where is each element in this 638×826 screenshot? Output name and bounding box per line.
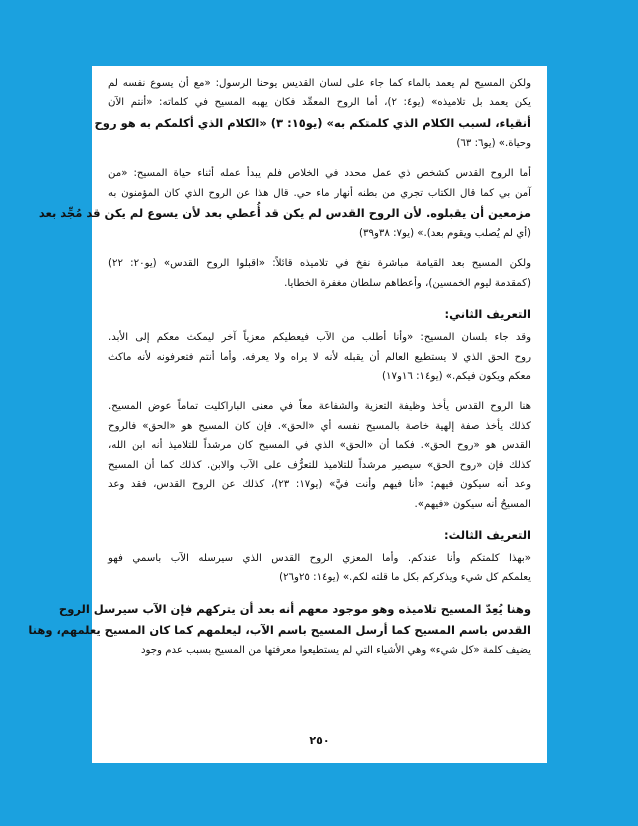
paragraph [108, 328, 531, 386]
book-page [28, 66, 547, 763]
text-line: وهنا يُعِدّ المسيح تلاميذه وهو موجود معهم أنه بعد أن يتركهم فإن الآب سيرسل الروح [58, 601, 531, 616]
text-line: (كمقدمة ليوم الخمسين)، وأعطاهم سلطان مغفرة الخطايا. [284, 277, 531, 289]
paragraph [38, 164, 531, 243]
text-line: ولكن المسيح لم يعمد بالماء كما جاء على لسان القديس يوحنا الرسول: «مع أن يسوع نفسه لم [108, 78, 531, 89]
text-line: وحياة.» (يو٦: ٦٣) [456, 137, 531, 149]
text-line: هنا الروح القدس يأخذ وظيفة التعزية والشفاعة معاً في معنى الباراكليت تماماً عوض المسيح. [108, 401, 531, 413]
paragraph [108, 397, 531, 513]
text-line: آمن بي كما قال الكتاب تجري من بطنه أنهار ماء حي. قال هذا عن الروح الذي كان المؤمنون به [108, 187, 531, 199]
paragraph [28, 599, 531, 660]
text-line: أما الروح القدس كشخص ذي عمل محدد في الخلاص فلم يبدأ عمله أثناء حياة المسيح: «من [108, 168, 531, 180]
text-line: القدس باسم المسيح كما أرسل المسيح باسم الآب، ليعلمهم كما كان المسيح يعلمهم، وهنا [28, 622, 531, 637]
text-line: كذلك يأخذ صفة إلهية خاصة بالمسيح نفسه أي «الحق». فإن كان المسيح هو «الحق» فالروح [108, 420, 531, 432]
text-line: معكم ويكون فيكم.» (يو١٤: ١٦و١٧) [382, 371, 531, 383]
text-line: يكن يعمد بل تلاميذه» (يو٤: ٢)، أما الروح المعمِّد فكان يهبه المسيح في كلماته: «أنتم الآن [108, 97, 531, 109]
text-line: ولكن المسيح بعد القيامة مباشرة نفخ في تلاميذه قائلاً: «اقبلوا الروح القدس» (يو٢٠: ٢٢) [108, 258, 531, 270]
page-number: ٢٥٠ [309, 734, 330, 747]
text-line: «بهذا كلمتكم وأنا عندكم. وأما المعزي الروح القدس الذي سيرسله الآب باسمي فهو [108, 552, 531, 564]
text-line: يضيف كلمة «كل شيء» وهي الأشياء التي لم يستطيعوا معرفتها من المسيح بسبب عدم وجود [140, 644, 531, 656]
text-line: يعلمكم كل شيء ويذكركم بكل ما قلته لكم.» (يو١٤: ٢٥و٢٦) [279, 572, 531, 584]
page-content [28, 74, 531, 660]
text-line: وقد جاء بلسان المسيح: «وأنا أطلب من الآب فيعطيكم معزياً آخر ليمكث معكم إلى الأبد. [108, 332, 531, 344]
section-heading: التعريف الثالث: [444, 527, 531, 542]
text-line: وعد أنه سيكون فيهم: «أنا فيهم وأنت فيَّ» (يو١٧: ٢٣)، كذلك عن الروح القدس، فقد وعد [108, 479, 531, 491]
text-line: روح الحق الذي لا يستطيع العالم أن يقبله لأنه لا يراه ولا يعرفه. وأما أنتم فتعرفونه لأنه ماكث [108, 351, 531, 363]
text-line: المسيحُ أنه سيكون «فيهم». [414, 498, 531, 510]
text-line: أنقياء، لسبب الكلام الذي كلمتكم به» (يو١٥: ٣) «الكلام الذي أكلمكم به هو روح [94, 115, 531, 130]
paragraph [94, 74, 531, 153]
text-line: القدس هو «روح الحق». فكما أن «الحق» الذي في المسيح كان مرشداً للتلاميذ أنه ابن الله، [108, 440, 531, 452]
paragraph [108, 549, 531, 588]
text-line: مزمعين أن يقبلوه. لأن الروح القدس لم يكن قد أُعطي بعد لأن يسوع لم يكن قد مُجِّد بعد [38, 206, 531, 221]
paragraph [108, 254, 531, 293]
text-line: (أي لم يُصلب ويقوم بعد).» (يو٧: ٣٨و٣٩) [359, 228, 531, 240]
text-line: كذلك فإن «روح الحق» سيصير مرشداً للتلاميذ للتعرُّف على الآب والابن. كذلك كما أن المسيح [108, 459, 531, 471]
section-heading: التعريف الثاني: [444, 307, 531, 322]
